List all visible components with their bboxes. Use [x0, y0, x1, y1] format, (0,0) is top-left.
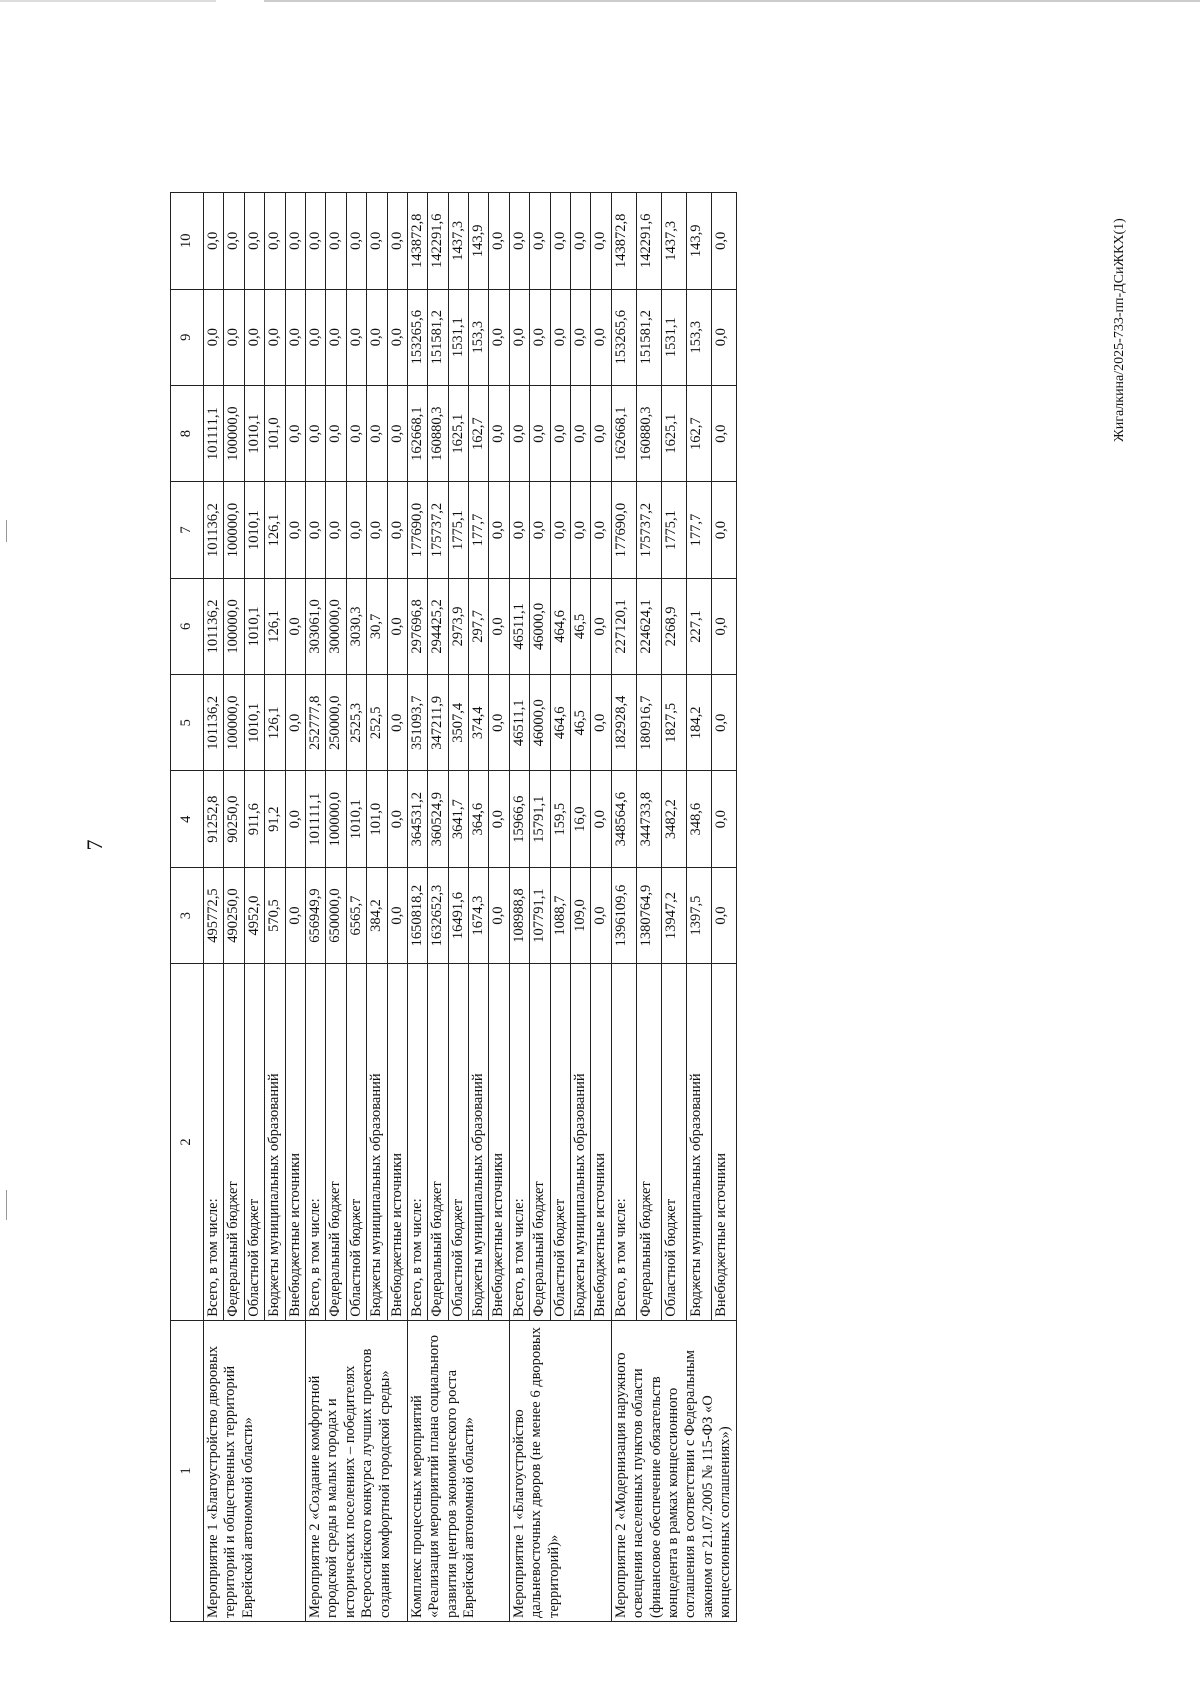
value-cell: 0,0: [550, 385, 570, 481]
funding-source-cell: Внебюджетные источники: [387, 964, 407, 1320]
value-cell: 0,0: [305, 193, 325, 290]
value-cell: 464,6: [550, 578, 570, 674]
value-cell: 151581,2: [636, 289, 661, 385]
value-cell: 0,0: [285, 385, 305, 481]
value-cell: 142291,6: [636, 193, 661, 290]
value-cell: 1437,3: [448, 193, 468, 290]
value-cell: 153,3: [686, 289, 711, 385]
value-cell: 1625,1: [448, 385, 468, 481]
value-cell: 100000,0: [224, 675, 244, 771]
measure-name-cell: Комплекс процессных мероприятий «Реализация мероприятий плана социального развития центров экономического роста Еврейской автономной области»: [407, 1320, 509, 1621]
rotated-table-container: [170, 192, 1200, 1622]
value-cell: 0,0: [387, 385, 407, 481]
value-cell: 1775,1: [448, 482, 468, 578]
funding-source-cell: Внебюджетные источники: [591, 964, 611, 1320]
column-header-2: 2: [171, 964, 204, 1320]
value-cell: 143872,8: [611, 193, 636, 290]
value-cell: 3482,2: [661, 771, 686, 867]
value-cell: 153265,6: [611, 289, 636, 385]
value-cell: 0,0: [711, 193, 736, 290]
funding-source-cell: Бюджеты муниципальных образований: [571, 964, 591, 1320]
value-cell: 0,0: [489, 482, 509, 578]
funding-source-cell: Бюджеты муниципальных образований: [469, 964, 489, 1320]
value-cell: 1632652,3: [428, 867, 448, 963]
value-cell: 1010,1: [244, 482, 264, 578]
table-header-row: [171, 193, 204, 1622]
value-cell: 46000,0: [530, 578, 550, 674]
value-cell: 153,3: [469, 289, 489, 385]
value-cell: 101111,1: [204, 385, 224, 481]
value-cell: 227,1: [686, 578, 711, 674]
value-cell: 108988,8: [509, 867, 529, 963]
measure-name-cell: Мероприятие 2 «Модернизация наружного освещения населенных пунктов области (финансовое обеспечение обязательств концедента в рамках концессионного соглашения в соответствии с Федеральным законом от 21.07.2005 № 115-ФЗ «О концессионных соглашениях»): [611, 1320, 736, 1621]
value-cell: 0,0: [571, 482, 591, 578]
value-cell: 0,0: [591, 385, 611, 481]
funding-source-cell: Областной бюджет: [244, 964, 264, 1320]
value-cell: 0,0: [224, 193, 244, 290]
value-cell: 184,2: [686, 675, 711, 771]
value-cell: 0,0: [387, 578, 407, 674]
funding-source-cell: Федеральный бюджет: [636, 964, 661, 1320]
value-cell: 0,0: [367, 482, 387, 578]
value-cell: 90250,0: [224, 771, 244, 867]
value-cell: 300000,0: [326, 578, 346, 674]
value-cell: 100000,0: [224, 385, 244, 481]
value-cell: 91252,8: [204, 771, 224, 867]
column-header-5: 5: [171, 675, 204, 771]
value-cell: 0,0: [346, 482, 366, 578]
value-cell: 143,9: [469, 193, 489, 290]
value-cell: 177690,0: [611, 482, 636, 578]
value-cell: 0,0: [305, 482, 325, 578]
value-cell: 0,0: [285, 867, 305, 963]
value-cell: 46,5: [571, 675, 591, 771]
value-cell: 101136,2: [204, 578, 224, 674]
value-cell: 15966,6: [509, 771, 529, 867]
value-cell: 0,0: [326, 289, 346, 385]
value-cell: 1010,1: [244, 675, 264, 771]
value-cell: 46000,0: [530, 675, 550, 771]
table-row: [509, 193, 529, 1622]
funding-source-cell: Бюджеты муниципальных образований: [686, 964, 711, 1320]
value-cell: 0,0: [530, 193, 550, 290]
value-cell: 0,0: [489, 385, 509, 481]
column-header-4: 4: [171, 771, 204, 867]
value-cell: 0,0: [326, 385, 346, 481]
value-cell: 384,2: [367, 867, 387, 963]
value-cell: 374,4: [469, 675, 489, 771]
value-cell: 91,2: [265, 771, 285, 867]
funding-source-cell: Областной бюджет: [661, 964, 686, 1320]
value-cell: 0,0: [711, 482, 736, 578]
value-cell: 0,0: [571, 289, 591, 385]
value-cell: 0,0: [265, 289, 285, 385]
binding-mark-bottom: [6, 1190, 7, 1220]
value-cell: 294425,2: [428, 578, 448, 674]
value-cell: 160880,3: [636, 385, 661, 481]
table-row: [204, 193, 224, 1622]
value-cell: 101,0: [265, 385, 285, 481]
column-header-3: 3: [171, 867, 204, 963]
funding-source-cell: Федеральный бюджет: [326, 964, 346, 1320]
value-cell: 297696,8: [407, 578, 427, 674]
funding-source-cell: Областной бюджет: [550, 964, 570, 1320]
funding-source-cell: Бюджеты муниципальных образований: [367, 964, 387, 1320]
value-cell: 0,0: [285, 675, 305, 771]
table-row: [305, 193, 325, 1622]
measure-name-cell: Мероприятие 2 «Создание комфортной городской среды в малых городах и исторических поселениях – победителях Всероссийского конкурса лучших проектов создания комфортной городской среды»: [305, 1320, 407, 1621]
value-cell: 175737,2: [636, 482, 661, 578]
value-cell: 0,0: [711, 771, 736, 867]
funding-source-cell: Федеральный бюджет: [428, 964, 448, 1320]
value-cell: 46511,1: [509, 578, 529, 674]
value-cell: 650000,0: [326, 867, 346, 963]
value-cell: 101136,2: [204, 675, 224, 771]
value-cell: 252,5: [367, 675, 387, 771]
value-cell: 1437,3: [661, 193, 686, 290]
value-cell: 162668,1: [407, 385, 427, 481]
value-cell: 0,0: [387, 675, 407, 771]
value-cell: 348,6: [686, 771, 711, 867]
value-cell: 1010,1: [244, 578, 264, 674]
funding-source-cell: Федеральный бюджет: [224, 964, 244, 1320]
value-cell: 0,0: [387, 289, 407, 385]
measure-name-cell: Мероприятие 1 «Благоустройство дворовых территорий и общественных территорий Еврейской автономной области»: [204, 1320, 306, 1621]
value-cell: 0,0: [387, 482, 407, 578]
value-cell: 100000,0: [224, 578, 244, 674]
value-cell: 0,0: [367, 193, 387, 290]
value-cell: 142291,6: [428, 193, 448, 290]
document-reference-text: Жигалкина/2025-733-пп-ДСиЖКХ(1): [1112, 218, 1127, 442]
value-cell: 15791,1: [530, 771, 550, 867]
value-cell: 0,0: [489, 289, 509, 385]
value-cell: 3641,7: [448, 771, 468, 867]
value-cell: 297,7: [469, 578, 489, 674]
value-cell: 1625,1: [661, 385, 686, 481]
column-header-8: 8: [171, 385, 204, 481]
binding-mark-top: [6, 520, 7, 542]
value-cell: 4952,0: [244, 867, 264, 963]
value-cell: 0,0: [591, 771, 611, 867]
funding-source-cell: Всего, в том числе:: [407, 964, 427, 1320]
table-row: [407, 193, 427, 1622]
value-cell: 30,7: [367, 578, 387, 674]
value-cell: 1650818,2: [407, 867, 427, 963]
value-cell: 175737,2: [428, 482, 448, 578]
value-cell: 16491,6: [448, 867, 468, 963]
value-cell: 0,0: [530, 289, 550, 385]
funding-source-cell: Всего, в том числе:: [305, 964, 325, 1320]
value-cell: 1010,1: [244, 385, 264, 481]
value-cell: 250000,0: [326, 675, 346, 771]
value-cell: 344733,8: [636, 771, 661, 867]
value-cell: 0,0: [367, 289, 387, 385]
value-cell: 46,5: [571, 578, 591, 674]
value-cell: 0,0: [346, 193, 366, 290]
value-cell: 180916,7: [636, 675, 661, 771]
value-cell: 1531,1: [448, 289, 468, 385]
value-cell: 0,0: [711, 867, 736, 963]
value-cell: 3030,3: [346, 578, 366, 674]
value-cell: 1396109,6: [611, 867, 636, 963]
value-cell: 0,0: [489, 193, 509, 290]
value-cell: 0,0: [244, 193, 264, 290]
value-cell: 162668,1: [611, 385, 636, 481]
value-cell: 0,0: [591, 289, 611, 385]
funding-source-cell: Федеральный бюджет: [530, 964, 550, 1320]
value-cell: 0,0: [244, 289, 264, 385]
value-cell: 0,0: [285, 578, 305, 674]
value-cell: 159,5: [550, 771, 570, 867]
funding-source-cell: Областной бюджет: [448, 964, 468, 1320]
funding-source-cell: Внебюджетные источники: [285, 964, 305, 1320]
value-cell: 101136,2: [204, 482, 224, 578]
value-cell: 1010,1: [346, 771, 366, 867]
value-cell: 0,0: [285, 771, 305, 867]
value-cell: 1827,5: [661, 675, 686, 771]
value-cell: 0,0: [204, 193, 224, 290]
value-cell: 126,1: [265, 675, 285, 771]
value-cell: 0,0: [489, 578, 509, 674]
value-cell: 6565,7: [346, 867, 366, 963]
funding-source-cell: Областной бюджет: [346, 964, 366, 1320]
value-cell: 2973,9: [448, 578, 468, 674]
value-cell: 3507,4: [448, 675, 468, 771]
funding-source-cell: Всего, в том числе:: [509, 964, 529, 1320]
value-cell: 2525,3: [346, 675, 366, 771]
value-cell: 160880,3: [428, 385, 448, 481]
value-cell: 126,1: [265, 578, 285, 674]
value-cell: 303061,0: [305, 578, 325, 674]
value-cell: 0,0: [346, 385, 366, 481]
value-cell: 0,0: [305, 385, 325, 481]
value-cell: 0,0: [285, 193, 305, 290]
value-cell: 347211,9: [428, 675, 448, 771]
value-cell: 360524,9: [428, 771, 448, 867]
value-cell: 151581,2: [428, 289, 448, 385]
value-cell: 109,0: [571, 867, 591, 963]
value-cell: 0,0: [591, 675, 611, 771]
value-cell: 1380764,9: [636, 867, 661, 963]
value-cell: 0,0: [550, 193, 570, 290]
value-cell: 0,0: [571, 193, 591, 290]
value-cell: 1674,3: [469, 867, 489, 963]
value-cell: 0,0: [550, 482, 570, 578]
value-cell: 0,0: [387, 193, 407, 290]
value-cell: 162,7: [686, 385, 711, 481]
value-cell: 224624,1: [636, 578, 661, 674]
value-cell: 1775,1: [661, 482, 686, 578]
value-cell: 227120,1: [611, 578, 636, 674]
value-cell: 911,6: [244, 771, 264, 867]
value-cell: 177,7: [686, 482, 711, 578]
funding-source-cell: Внебюджетные источники: [489, 964, 509, 1320]
budget-table: [170, 192, 737, 1622]
value-cell: 0,0: [591, 482, 611, 578]
value-cell: 0,0: [285, 482, 305, 578]
column-header-7: 7: [171, 482, 204, 578]
scan-edge: [0, 0, 1200, 2]
value-cell: 570,5: [265, 867, 285, 963]
value-cell: 0,0: [530, 482, 550, 578]
value-cell: 364,6: [469, 771, 489, 867]
value-cell: 126,1: [265, 482, 285, 578]
value-cell: 162,7: [469, 385, 489, 481]
value-cell: 1088,7: [550, 867, 570, 963]
value-cell: 101,0: [367, 771, 387, 867]
value-cell: 0,0: [591, 578, 611, 674]
value-cell: 0,0: [530, 385, 550, 481]
value-cell: 0,0: [509, 193, 529, 290]
value-cell: 100000,0: [224, 482, 244, 578]
value-cell: 16,0: [571, 771, 591, 867]
value-cell: 46511,1: [509, 675, 529, 771]
page-number: 7: [82, 839, 107, 851]
value-cell: 0,0: [711, 385, 736, 481]
value-cell: 153265,6: [407, 289, 427, 385]
value-cell: 143,9: [686, 193, 711, 290]
value-cell: 0,0: [224, 289, 244, 385]
value-cell: 490250,0: [224, 867, 244, 963]
funding-source-cell: Всего, в том числе:: [611, 964, 636, 1320]
value-cell: 0,0: [387, 867, 407, 963]
value-cell: 0,0: [509, 385, 529, 481]
value-cell: 0,0: [204, 289, 224, 385]
value-cell: 1531,1: [661, 289, 686, 385]
value-cell: 0,0: [550, 289, 570, 385]
value-cell: 13947,2: [661, 867, 686, 963]
table-row: [611, 193, 636, 1622]
value-cell: 177,7: [469, 482, 489, 578]
table-body: [204, 193, 737, 1622]
value-cell: 0,0: [711, 675, 736, 771]
column-header-6: 6: [171, 578, 204, 674]
value-cell: 0,0: [509, 289, 529, 385]
value-cell: 101111,1: [305, 771, 325, 867]
value-cell: 182928,4: [611, 675, 636, 771]
value-cell: 0,0: [326, 193, 346, 290]
value-cell: 0,0: [367, 385, 387, 481]
value-cell: 0,0: [591, 867, 611, 963]
value-cell: 0,0: [326, 482, 346, 578]
value-cell: 495772,5: [204, 867, 224, 963]
value-cell: 0,0: [509, 482, 529, 578]
value-cell: 0,0: [489, 675, 509, 771]
value-cell: 143872,8: [407, 193, 427, 290]
funding-source-cell: Всего, в том числе:: [204, 964, 224, 1320]
column-header-1: 1: [171, 1320, 204, 1621]
funding-source-cell: Бюджеты муниципальных образований: [265, 964, 285, 1320]
value-cell: 252777,8: [305, 675, 325, 771]
measure-name-cell: Мероприятие 1 «Благоустройство дальневосточных дворов (не менее 6 дворовых территорий)»: [509, 1320, 611, 1621]
column-header-9: 9: [171, 289, 204, 385]
value-cell: 0,0: [591, 193, 611, 290]
value-cell: 1397,5: [686, 867, 711, 963]
value-cell: 2268,9: [661, 578, 686, 674]
value-cell: 464,6: [550, 675, 570, 771]
value-cell: 107791,1: [530, 867, 550, 963]
value-cell: 177690,0: [407, 482, 427, 578]
value-cell: 0,0: [489, 867, 509, 963]
value-cell: 348564,6: [611, 771, 636, 867]
value-cell: 0,0: [265, 193, 285, 290]
value-cell: 0,0: [711, 289, 736, 385]
value-cell: 0,0: [285, 289, 305, 385]
funding-source-cell: Внебюджетные источники: [711, 964, 736, 1320]
column-header-10: 10: [171, 193, 204, 290]
value-cell: 0,0: [346, 289, 366, 385]
value-cell: 0,0: [387, 771, 407, 867]
value-cell: 364531,2: [407, 771, 427, 867]
value-cell: 0,0: [571, 385, 591, 481]
value-cell: 656949,9: [305, 867, 325, 963]
value-cell: 0,0: [711, 578, 736, 674]
value-cell: 351093,7: [407, 675, 427, 771]
value-cell: 100000,0: [326, 771, 346, 867]
value-cell: 0,0: [489, 771, 509, 867]
value-cell: 0,0: [305, 289, 325, 385]
